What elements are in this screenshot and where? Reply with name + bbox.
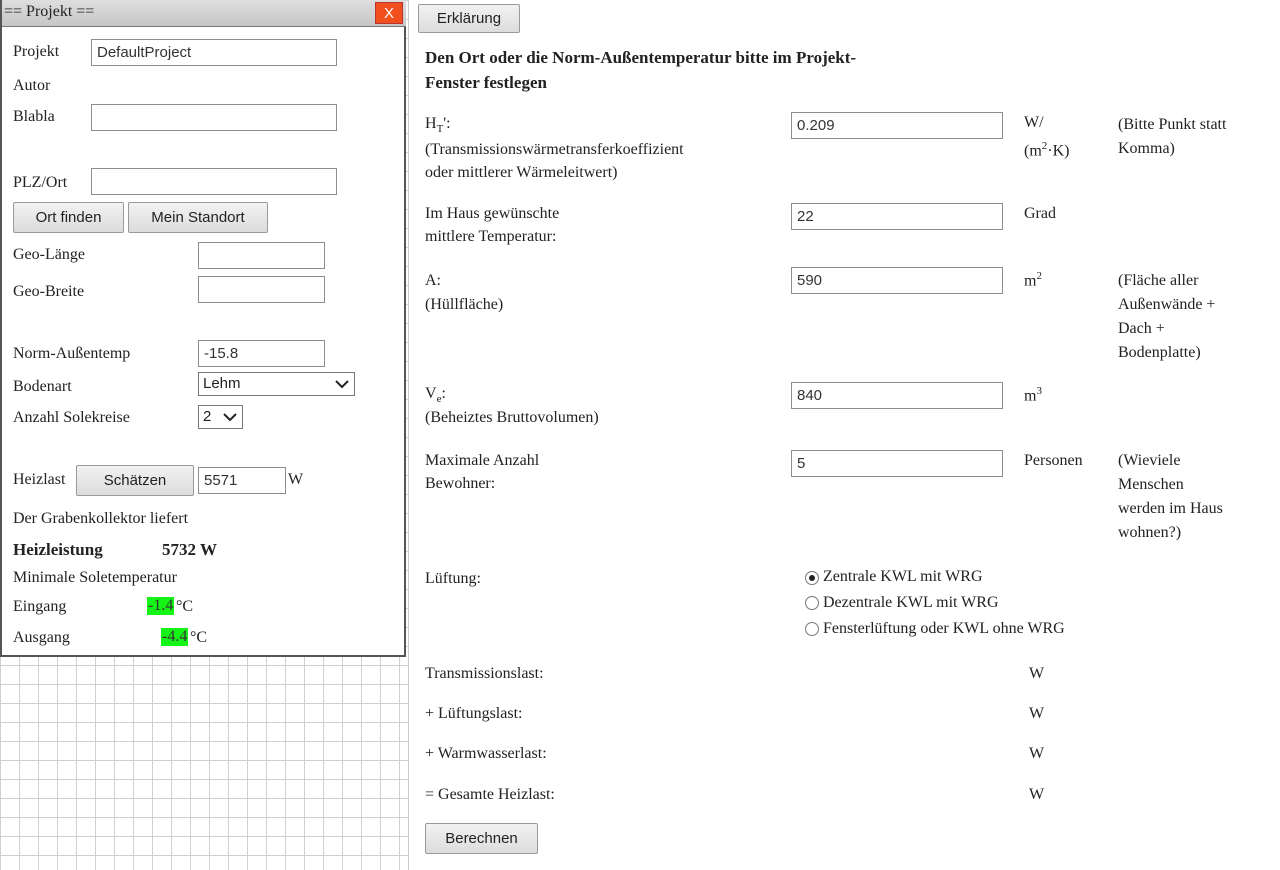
minimale-soletemperatur-text: Minimale Soletemperatur: [13, 569, 177, 586]
geo-breite-input[interactable]: [198, 276, 325, 303]
ve-desc: (Beheiztes Bruttovolumen): [425, 409, 599, 426]
blabla-label: Blabla: [13, 108, 55, 125]
gesamte-heizlast-unit: W: [1029, 786, 1045, 803]
temperatur-input[interactable]: 22: [791, 203, 1003, 230]
radio-fensterlueftung-label: Fensterlüftung oder KWL ohne WRG: [823, 620, 1065, 637]
erklaerung-button[interactable]: Erklärung: [418, 4, 520, 33]
project-panel-titlebar[interactable]: [2, 0, 406, 27]
temperatur-unit: Grad: [1024, 205, 1056, 222]
plz-ort-label: PLZ/Ort: [13, 174, 68, 191]
heizlast-unit: W: [288, 471, 304, 488]
a-label: A:: [425, 272, 441, 289]
ht-note-1: (Bitte Punkt statt: [1118, 116, 1227, 133]
radio-dezentrale-kwl-label: Dezentrale KWL mit WRG: [823, 594, 999, 611]
radio-zentrale-kwl[interactable]: [805, 571, 819, 585]
eingang-value: -1.4: [148, 597, 174, 614]
ht-unit-2: $(m^2\cdot K)$: [1024, 140, 1070, 160]
grabenkollektor-text: Der Grabenkollektor liefert: [13, 510, 189, 527]
ht-label: $H_T'$:: [425, 115, 451, 136]
geo-laenge-input[interactable]: [198, 242, 325, 269]
bewohner-input[interactable]: 5: [791, 450, 1003, 477]
heizlast-form: [408, 0, 1280, 870]
transmissionslast-label: Transmissionslast:: [425, 665, 544, 682]
temperatur-label-1: Im Haus gewünschte: [425, 205, 560, 222]
a-desc: (Hüllfläche): [425, 296, 504, 313]
warmwasserlast-unit: W: [1029, 745, 1045, 762]
lueftungslast-label: + Lüftungslast:: [425, 705, 523, 722]
a-note-4: Bodenplatte): [1118, 344, 1201, 361]
ve-label: $V_e$:: [425, 385, 446, 406]
bodenart-value: Lehm: [203, 375, 241, 392]
heading-line-1: Den Ort oder die Norm-Außentemperatur bitte im Projekt-: [425, 48, 857, 67]
bewohner-label-1: Maximale Anzahl: [425, 452, 540, 469]
project-panel-title: == Projekt ==: [4, 3, 95, 20]
ort-finden-button[interactable]: Ort finden: [13, 202, 124, 233]
bewohner-note-1: (Wieviele: [1118, 452, 1181, 469]
a-note-3: Dach +: [1118, 320, 1165, 337]
berechnen-button[interactable]: Berechnen: [425, 823, 538, 854]
a-input[interactable]: 590: [791, 267, 1003, 294]
ht-unit-1: W/: [1024, 114, 1044, 131]
ausgang-label: Ausgang: [13, 629, 70, 646]
lueftung-label: Lüftung:: [425, 570, 481, 587]
radio-fensterlueftung[interactable]: [805, 622, 819, 636]
ve-input[interactable]: 840: [791, 382, 1003, 409]
bewohner-note-4: wohnen?): [1118, 524, 1182, 541]
ausgang-value: -4.4: [162, 628, 188, 645]
temperatur-label-2: mittlere Temperatur:: [425, 228, 557, 245]
a-unit: $m^2$: [1024, 270, 1042, 290]
plz-ort-input[interactable]: [91, 168, 337, 195]
a-note-2: Außenwände +: [1118, 296, 1216, 313]
lueftungslast-unit: W: [1029, 705, 1045, 722]
blabla-input[interactable]: [91, 104, 337, 131]
projekt-label: Projekt: [13, 43, 60, 60]
projekt-input[interactable]: DefaultProject: [91, 39, 337, 66]
bewohner-label-2: Bewohner:: [425, 475, 496, 492]
heizlast-input[interactable]: 5571: [198, 467, 286, 494]
mein-standort-button[interactable]: Mein Standort: [128, 202, 268, 233]
warmwasserlast-label: + Warmwasserlast:: [425, 745, 547, 762]
radio-dezentrale-kwl[interactable]: [805, 596, 819, 610]
heizleistung-value: 5732 W: [162, 540, 217, 559]
radio-zentrale-kwl-label: Zentrale KWL mit WRG: [823, 568, 983, 585]
project-panel: [0, 0, 406, 657]
heizlast-label: Heizlast: [13, 471, 66, 488]
ht-note-2: Komma): [1118, 140, 1175, 157]
ausgang-unit: °C: [190, 629, 208, 646]
transmissionslast-unit: W: [1029, 665, 1045, 682]
a-note-1: (Fläche aller: [1118, 272, 1199, 289]
gesamte-heizlast-label: = Gesamte Heizlast:: [425, 786, 555, 803]
ht-desc-1: (Transmissionswärmetransferkoeffizient: [425, 141, 684, 158]
bodenart-label: Bodenart: [13, 378, 72, 395]
heading-line-2: Fenster festlegen: [425, 73, 547, 92]
schaetzen-button[interactable]: Schätzen: [76, 465, 194, 496]
chevron-down-icon: [334, 378, 350, 390]
geo-breite-label: Geo-Breite: [13, 283, 85, 300]
ht-desc-2: oder mittlerer Wärmeleitwert): [425, 164, 618, 181]
bewohner-note-3: werden im Haus: [1118, 500, 1223, 517]
eingang-unit: °C: [176, 598, 194, 615]
norm-aussentemp-input[interactable]: -15.8: [198, 340, 325, 367]
ve-unit: $m^3$: [1024, 385, 1042, 405]
geo-laenge-label: Geo-Länge: [13, 246, 85, 263]
autor-label: Autor: [13, 77, 51, 94]
solekreise-select[interactable]: [198, 405, 243, 429]
solekreise-value: 2: [203, 408, 212, 425]
heizleistung-label: Heizleistung: [13, 540, 103, 559]
chevron-down-icon: [222, 411, 238, 423]
eingang-label: Eingang: [13, 598, 67, 615]
bewohner-note-2: Menschen: [1118, 476, 1184, 493]
bodenart-select[interactable]: [198, 372, 355, 396]
bewohner-unit: Personen: [1024, 452, 1083, 469]
norm-aussentemp-label: Norm-Außentemp: [13, 345, 131, 362]
close-button[interactable]: X: [375, 2, 403, 24]
anzahl-solekreise-label: Anzahl Solekreise: [13, 409, 130, 426]
ht-input[interactable]: 0.209: [791, 112, 1003, 139]
